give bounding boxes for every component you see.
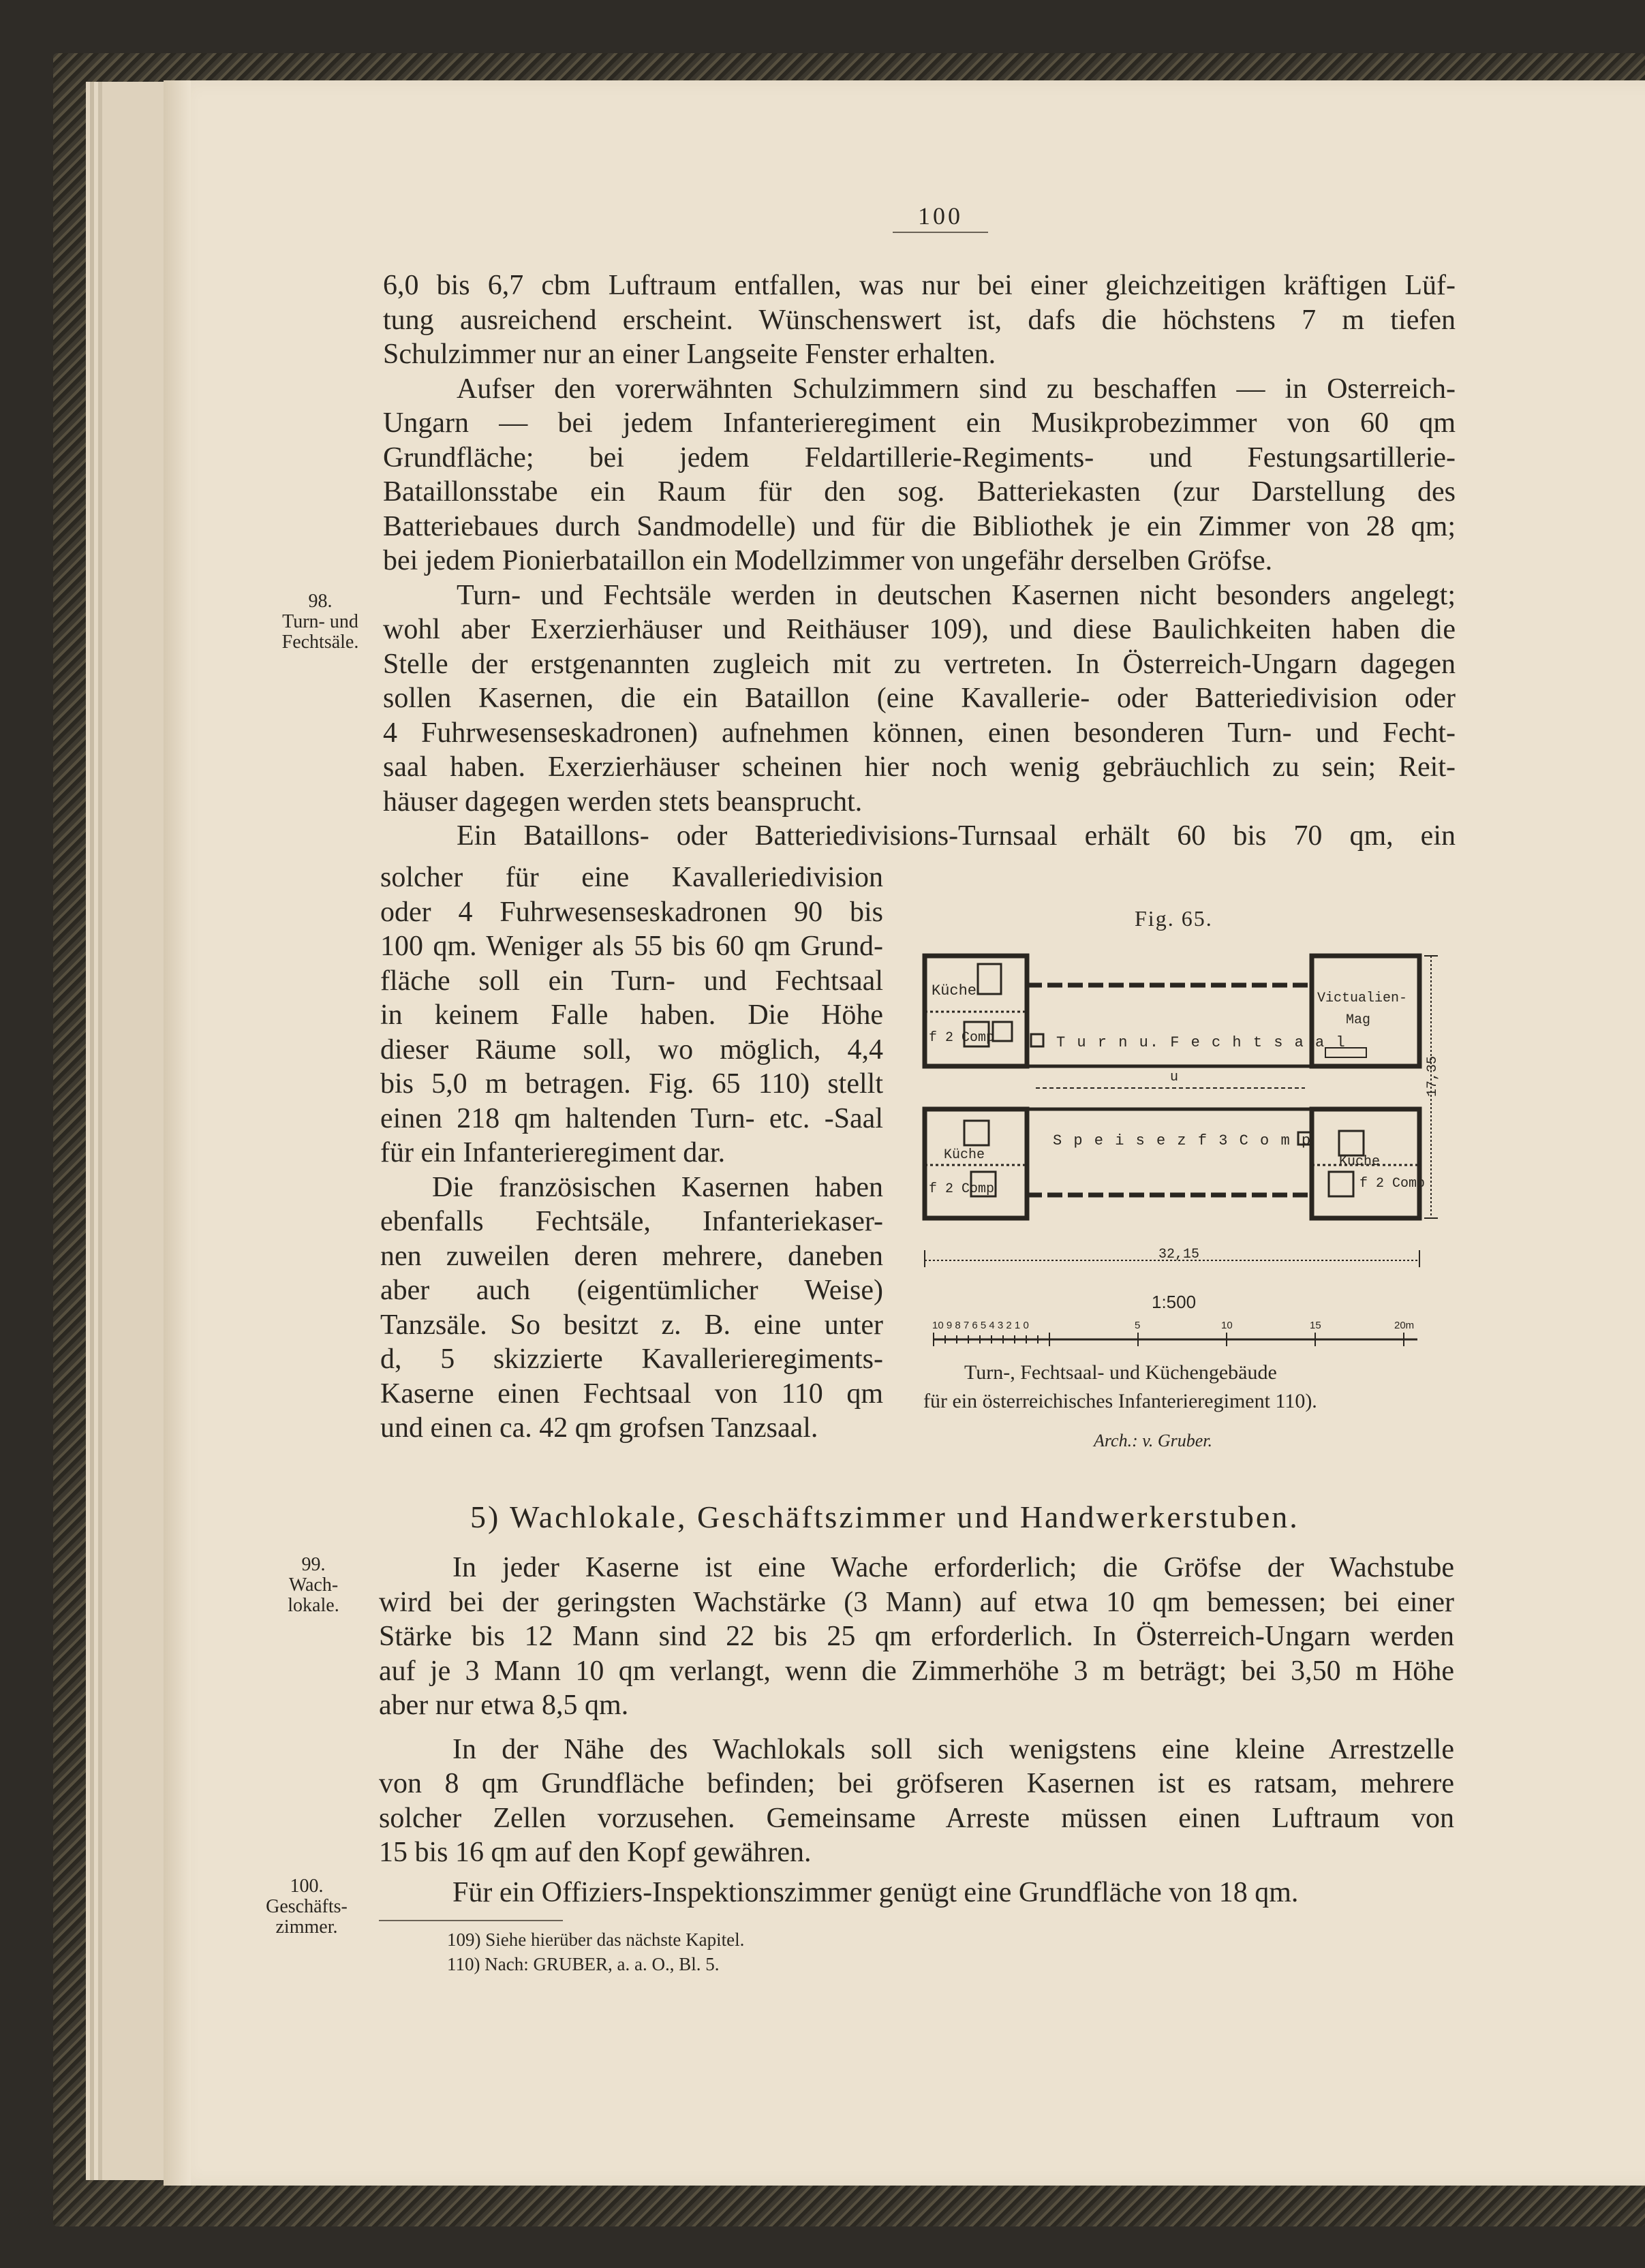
text-line: wohl aber Exerzierhäuser und Reithäuser 109), und diese Baulichkeiten haben die (383, 614, 1456, 645)
text-line: d, 5 skizzierte Kavallerieregiments- (380, 1343, 883, 1375)
text-line: Schulzimmer nur an einer Langseite Fenster erhalten. (383, 339, 996, 370)
room-label: u (1170, 1070, 1179, 1085)
footnote-rule (379, 1920, 563, 1921)
text-line: von 8 qm Grundfläche befinden; bei gröfseren Kasernen ist es ratsam, mehrere (379, 1768, 1454, 1799)
text-line: Turn- und Fechtsäle werden in deutschen Kasernen nicht besonders angelegt; (457, 579, 1456, 611)
text-line: wird bei der geringsten Wachstärke (3 Mann) auf etwa 10 qm bemessen; bei einer (379, 1586, 1454, 1618)
text-line: Ein Bataillons- oder Batteriedivisions-Turnsaal erhält 60 bis 70 qm, ein (457, 820, 1456, 852)
room-label: f 2 Comp (1359, 1176, 1426, 1192)
scale-bar (927, 1314, 1424, 1348)
text-line: Bataillonsstabe ein Raum für den sog. Batteriekasten (zur Darstellung des (383, 476, 1456, 508)
dimension-height: 17,35 (1425, 1055, 1441, 1097)
text-line: Die französischen Kasernen haben (432, 1171, 883, 1203)
footnote-109: 109) Siehe hierüber das nächste Kapitel. (447, 1929, 745, 1950)
text-line: aber nur etwa 8,5 qm. (379, 1690, 629, 1721)
room-label: f 2 Comp (929, 1030, 995, 1046)
scale-tick: 5 (1135, 1320, 1141, 1331)
section-heading: 5) Wachlokale, Geschäftszimmer und Handwerkerstuben. (470, 1500, 1300, 1534)
text-block-upper (383, 268, 1456, 854)
text-line: solcher für eine Kavalleriedivision (380, 862, 883, 893)
text-line: aber auch (eigentümlicher Weise) (380, 1275, 883, 1306)
scale-ticks-left: 10 9 8 7 6 5 4 3 2 1 0 (932, 1320, 1029, 1331)
text-line: Aufser den vorerwähnten Schulzimmern sind zu beschaffen — in Osterreich- (457, 373, 1456, 405)
room-label: Küche (1339, 1154, 1381, 1170)
text-line: auf je 3 Mann 10 qm verlangt, wenn die Zimmerhöhe 3 m beträgt; bei 3,50 m Höhe (379, 1655, 1454, 1687)
text-line: Grundfläche; bei jedem Feldartillerie-Regiments- und Festungsartillerie- (383, 441, 1456, 473)
dimension-width: 32,15 (1158, 1247, 1200, 1262)
text-line: häuser dagegen werden stets beansprucht. (383, 786, 863, 818)
text-line: bis 5,0 m betragen. Fig. 65 110) stellt (380, 1068, 883, 1100)
text-line: Stärke bis 12 Mann sind 22 bis 25 qm erforderlich. In Österreich-Ungarn werden (379, 1621, 1454, 1652)
page-gutter (164, 80, 191, 2186)
room-label: T u r n u. F e c h t s a a l (1056, 1034, 1347, 1051)
text-line: für ein Infanterieregiment dar. (380, 1137, 726, 1168)
margin-note-98: 98. Turn- und Fechtsäle. (281, 591, 359, 653)
text-line: einen 218 qm haltenden Turn- etc. -Saal (380, 1102, 883, 1134)
room-label: S p e i s e z f 3 C o m p (1053, 1132, 1312, 1149)
floor-plan-figure (917, 947, 1445, 1301)
text-block-narrow (380, 860, 883, 1446)
text-line: dieser Räume soll, wo möglich, 4,4 (380, 1034, 883, 1066)
text-line: sollen Kasernen, die ein Bataillon (eine Kavallerie- oder Batteriedivision oder (383, 683, 1456, 714)
footnote-110: 110) Nach: GRUBER, a. a. O., Bl. 5. (447, 1954, 720, 1974)
text-line: nen zuweilen deren mehrere, daneben (380, 1240, 883, 1272)
text-line: oder 4 Fuhrwesenseskadronen 90 bis (380, 896, 883, 928)
text-line: fläche soll ein Turn- und Fechtsaal (380, 965, 883, 997)
figure-caption-line2: für ein österreichisches Infanterieregiment 110). (923, 1390, 1317, 1412)
text-block-lower (379, 1551, 1454, 1910)
margin-note-99: 99. Wach- lokale. (288, 1554, 339, 1616)
text-line: Tanzsäle. So besitzt z. B. eine unter (380, 1309, 883, 1341)
text-line: In jeder Kaserne ist eine Wache erforderlich; die Gröfse der Wachstube (452, 1552, 1454, 1583)
text-line: Kaserne einen Fechtsaal von 110 qm (380, 1378, 883, 1410)
room-label: Mag (1346, 1012, 1371, 1028)
scale-tick: 20m (1394, 1320, 1415, 1331)
text-line: Stelle der erstgenannten zugleich mit zu vertreten. In Österreich-Ungarn dagegen (383, 648, 1456, 680)
text-line: ebenfalls Fechtsäle, Infanteriekaser- (380, 1206, 883, 1237)
left-lower-block (925, 1109, 1027, 1218)
room-label: Victualien- (1317, 991, 1408, 1006)
text-line: tung ausreichend erscheint. Wünschenswert ist, dafs die höchstens 7 m tiefen (383, 304, 1456, 336)
room-label: Küche (932, 982, 977, 999)
text-line: 6,0 bis 6,7 cbm Luftraum entfallen, was nur bei einer gleichzeitigen kräftigen Lüf- (383, 270, 1456, 301)
text-line: 100 qm. Weniger als 55 bis 60 qm Grund- (380, 931, 883, 962)
room-label: f 2 Comp (929, 1181, 995, 1197)
text-line: In der Nähe des Wachlokals soll sich wenigstens eine kleine Arrestzelle (452, 1733, 1454, 1765)
page-number-rule (893, 232, 988, 233)
figure-label: Fig. 65. (1135, 906, 1213, 931)
page-number: 100 (918, 202, 963, 230)
text-line: 4 Fuhrwesenseskadronen) aufnehmen können, einen besonderen Turn- und Fecht- (383, 717, 1456, 749)
scale-tick: 15 (1310, 1320, 1321, 1331)
text-line: Ungarn — bei jedem Infanterieregiment ein Musikprobezimmer von 60 qm (383, 407, 1456, 439)
text-line: in keinem Falle haben. Die Höhe (380, 999, 883, 1031)
text-line: Für ein Offiziers-Inspektionszimmer genügt eine Grundfläche von 18 qm. (452, 1876, 1299, 1908)
figure-caption-line1: Turn-, Fechtsaal- und Küchengebäude (964, 1361, 1277, 1384)
text-line: 15 bis 16 qm auf den Kopf gewähren. (379, 1837, 812, 1868)
scale-tick: 10 (1221, 1320, 1233, 1331)
text-line: Batteriebaues durch Sandmodelle) und für die Bibliothek je ein Zimmer von 28 qm; (383, 510, 1456, 542)
room-label: Küche (944, 1147, 985, 1163)
margin-note-100: 100. Geschäfts- zimmer. (266, 1876, 348, 1938)
scale-label: 1:500 (1152, 1292, 1197, 1312)
text-line: und einen ca. 42 qm grofsen Tanzsaal. (380, 1412, 818, 1444)
text-line: saal haben. Exerzierhäuser scheinen hier noch wenig gebräuchlich zu sein; Reit- (383, 751, 1456, 783)
text-line: solcher Zellen vorzusehen. Gemeinsame Arreste müssen einen Luftraum von (379, 1802, 1454, 1834)
figure-architect: Arch.: v. Gruber. (1094, 1431, 1213, 1450)
text-line: bei jedem Pionierbataillon ein Modellzimmer von ungefähr derselben Gröfse. (383, 545, 1273, 576)
